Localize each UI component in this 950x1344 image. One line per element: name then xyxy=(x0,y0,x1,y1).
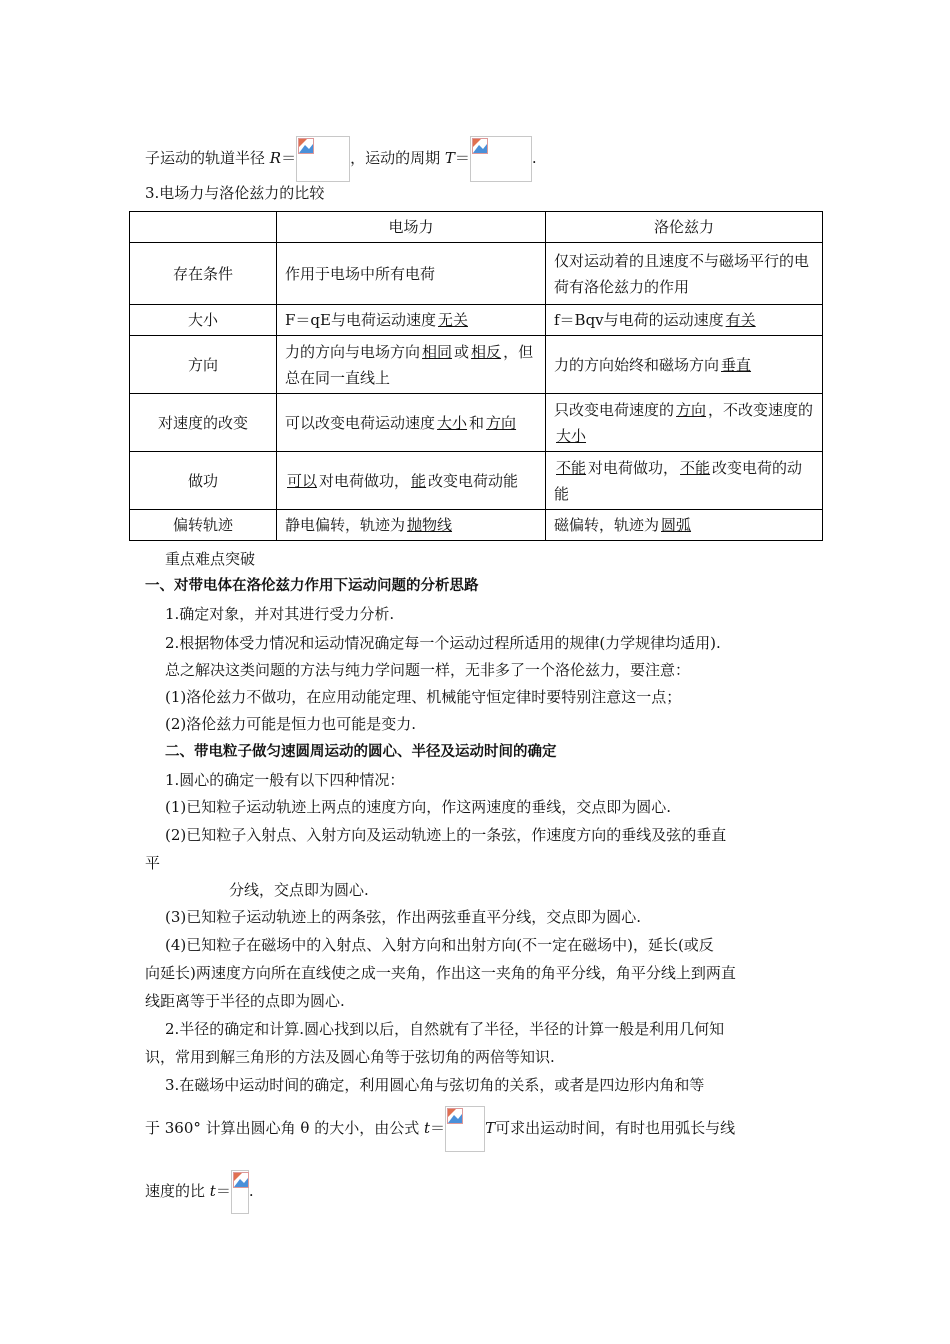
electric-cell: 作用于电场中所有电荷 xyxy=(277,243,546,305)
answer-blank: 方向 xyxy=(486,413,517,432)
equals-sign: ＝ xyxy=(430,1119,446,1137)
equals-sign: ＝ xyxy=(454,149,470,167)
cell-text: 力的方向与电场方向 xyxy=(285,342,421,361)
electric-cell xyxy=(277,305,546,336)
period-formula-image xyxy=(470,136,532,182)
answer-blank: 大小 xyxy=(556,426,587,445)
cell-text: 和 xyxy=(469,413,485,432)
intro-text: 子运动的轨道半径 xyxy=(145,149,270,167)
table-row xyxy=(130,394,823,452)
lorentz-cell xyxy=(546,336,823,394)
part1-p2: 2.根据物体受力情况和运动情况确定每一个运动过程所适用的规律(力学规律均适用). xyxy=(165,634,721,652)
cell-text: 可以改变电荷运动速度 xyxy=(285,413,436,432)
time-symbol: t xyxy=(424,1119,431,1137)
cell-text: 改变电荷的动能 xyxy=(554,458,803,503)
period-symbol: T xyxy=(444,149,455,167)
answer-blank: 垂直 xyxy=(721,355,752,374)
cell-text: ，但总在同一直线上 xyxy=(285,342,534,387)
broken-image-icon xyxy=(233,1172,249,1188)
table-row xyxy=(130,336,823,394)
lorentz-cell: 仅对运动着的且速度不与磁场平行的电荷有洛伦兹力的作用 xyxy=(546,243,823,305)
broken-image-icon xyxy=(447,1108,463,1124)
period-symbol: T xyxy=(485,1119,496,1137)
cell-text: f＝Bqv与电荷的运动速度 xyxy=(554,311,724,329)
broken-image-icon xyxy=(298,138,314,154)
period-mark: . xyxy=(248,1182,254,1200)
cell-text: 只改变电荷速度的 xyxy=(554,400,675,419)
part1-p3: 总之解决这类问题的方法与纯力学问题一样，无非多了一个洛伦兹力，要注意： xyxy=(165,661,691,679)
row-label: 存在条件 xyxy=(130,243,277,305)
table-row xyxy=(130,305,823,336)
row-label: 做功 xyxy=(130,452,277,510)
table-row xyxy=(130,510,823,541)
intro-text-period: ，运动的周期 xyxy=(350,149,445,167)
part2-p1: 1.圆心的确定一般有以下四种情况： xyxy=(165,771,405,789)
cell-text: F＝qE与电荷运动速度 xyxy=(285,311,436,329)
part2-p5b: 向延长)两速度方向所在直线使之成一夹角，作出这一夹角的角平分线，角平分线上到两直 xyxy=(145,964,736,982)
cell-text: 对电荷做功， xyxy=(588,458,679,477)
part2-p4: (3)已知粒子运动轨迹上的两条弦，作出两弦垂直平分线，交点即为圆心. xyxy=(165,908,642,926)
part2-p3a: (2)已知粒子入射点、入射方向及运动轨迹上的一条弦，作速度方向的垂线及弦的垂直 xyxy=(165,826,727,844)
comparison-table xyxy=(129,211,823,541)
broken-image-icon xyxy=(472,138,488,154)
part1-p1: 1.确定对象，并对其进行受力分析. xyxy=(165,605,395,623)
radius-symbol: R xyxy=(269,149,282,167)
part2-p5a: (4)已知粒子在磁场中的入射点、入射方向和出射方向(不一定在磁场中)，延长(或反 xyxy=(165,936,714,954)
radius-formula-image xyxy=(296,136,350,182)
part2-p7a: 3.在磁场中运动时间的确定，利用圆心角与弦切角的关系，或者是四边形内角和等 xyxy=(165,1076,705,1094)
cell-text: ，不改变速度的 xyxy=(708,400,814,419)
part2-title: 二、带电粒子做匀速圆周运动的圆心、半径及运动时间的确定 xyxy=(165,744,557,760)
row-label: 对速度的改变 xyxy=(130,394,277,452)
row-label: 大小 xyxy=(130,305,277,336)
lorentz-cell xyxy=(546,305,823,336)
electric-cell xyxy=(277,452,546,510)
part2-p6b: 识，常用到解三角形的方法及圆心角等于弦切角的两倍等知识. xyxy=(145,1048,555,1066)
table-row xyxy=(130,452,823,510)
time-symbol: t xyxy=(209,1182,216,1200)
section3-heading: 3.电场力与洛伦兹力的比较 xyxy=(145,184,325,202)
answer-blank: 不能 xyxy=(556,458,587,477)
lorentz-cell xyxy=(546,394,823,452)
cell-text: 静电偏转，轨迹为 xyxy=(285,516,406,534)
answer-blank: 可以 xyxy=(287,471,318,490)
time-fraction-image xyxy=(445,1106,485,1152)
answer-blank: 圆弧 xyxy=(661,516,692,534)
intro-line xyxy=(145,136,537,182)
answer-blank: 能 xyxy=(411,471,427,490)
cell-text: 或 xyxy=(454,342,470,361)
formula-text: 速度的比 xyxy=(145,1182,210,1200)
table-header-empty xyxy=(130,212,277,243)
row-label: 方向 xyxy=(130,336,277,394)
answer-blank: 抛物线 xyxy=(407,516,453,534)
electric-cell xyxy=(277,336,546,394)
table-header-lorentz: 洛伦兹力 xyxy=(546,212,823,243)
electric-cell xyxy=(277,510,546,541)
answer-blank: 方向 xyxy=(676,400,707,419)
formula-text: 于 360° 计算出圆心角 θ 的大小，由公式 xyxy=(145,1119,425,1137)
table-row xyxy=(130,243,823,305)
part2-p5c: 线距离等于半径的点即为圆心. xyxy=(145,992,345,1010)
answer-blank: 有关 xyxy=(725,311,756,329)
cell-text: 改变电荷动能 xyxy=(428,471,519,490)
period-mark: . xyxy=(531,149,537,167)
part2-p3b: 平 xyxy=(145,854,161,872)
formula-text: 可求出运动时间，有时也用弧长与线 xyxy=(495,1119,736,1137)
part2-p8 xyxy=(145,1170,254,1214)
electric-cell xyxy=(277,394,546,452)
part1-p4: (1)洛伦兹力不做功，在应用动能定理、机械能守恒定律时要特别注意这一点； xyxy=(165,688,682,706)
answer-blank: 无关 xyxy=(437,311,468,329)
lorentz-cell xyxy=(546,452,823,510)
part1-p5: (2)洛伦兹力可能是恒力也可能是变力. xyxy=(165,715,417,733)
equals-sign: ＝ xyxy=(215,1182,231,1200)
part2-p3c: 分线，交点即为圆心. xyxy=(229,881,369,899)
cell-text: 对电荷做功， xyxy=(319,471,410,490)
key-points-title: 重点难点突破 xyxy=(165,550,256,568)
lorentz-cell xyxy=(546,510,823,541)
answer-blank: 大小 xyxy=(437,413,468,432)
row-label: 偏转轨迹 xyxy=(130,510,277,541)
equals-sign: ＝ xyxy=(281,149,297,167)
answer-blank: 相反 xyxy=(471,342,502,361)
part2-p2: (1)已知粒子运动轨迹上两点的速度方向，作这两速度的垂线，交点即为圆心. xyxy=(165,798,672,816)
part2-p6a: 2.半径的确定和计算.圆心找到以后，自然就有了半径，半径的计算一般是利用几何知 xyxy=(165,1020,725,1038)
table-header-row xyxy=(130,212,823,243)
table-header-electric: 电场力 xyxy=(277,212,546,243)
part2-p7b xyxy=(145,1106,735,1152)
answer-blank: 相同 xyxy=(422,342,453,361)
cell-text: 力的方向始终和磁场方向 xyxy=(554,355,720,374)
arc-ratio-image xyxy=(231,1170,249,1214)
cell-text: 磁偏转，轨迹为 xyxy=(554,516,660,534)
part1-title: 一、对带电体在洛伦兹力作用下运动问题的分析思路 xyxy=(145,578,479,594)
answer-blank: 不能 xyxy=(680,458,711,477)
